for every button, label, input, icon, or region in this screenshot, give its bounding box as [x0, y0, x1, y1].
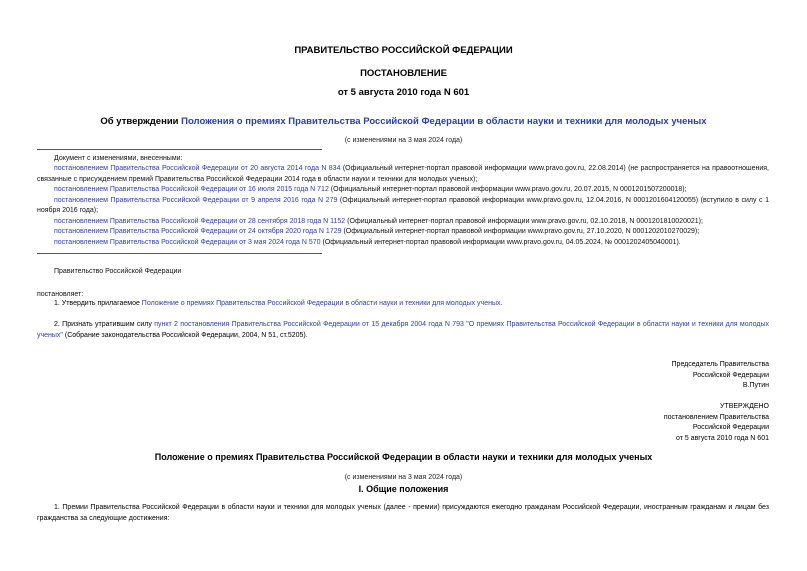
- title-link[interactable]: Положения о премиях Правительства Российской Федерации в области науки и техники для молодых ученых: [181, 116, 707, 127]
- change-link[interactable]: постановлением Правительства Российской Федерации от 9 апреля 2016 года N 279: [54, 196, 338, 204]
- approved-word: УТВЕРЖДЕНО: [719, 403, 769, 410]
- change-item: постановлением Правительства Российской Федерации от 3 мая 2024 года N 570 (Официальный интернет-портал правовой информации www.pravo.gov.ru, 04.05.2024, № 0001202405040001).: [54, 238, 681, 246]
- government-heading: ПРАВИТЕЛЬСТВО РОССИЙСКОЙ ФЕДЕРАЦИИ: [294, 45, 513, 56]
- divider-top: [37, 149, 322, 150]
- change-link[interactable]: постановлением Правительства Российской Федерации от 3 мая 2024 года N 570: [54, 238, 321, 246]
- approved-date: от 5 августа 2010 года N 601: [675, 434, 769, 442]
- change-link[interactable]: постановлением Правительства Российской Федерации от 16 июля 2015 года N 712: [54, 186, 329, 193]
- changes-list: [37, 164, 769, 248]
- divider-bottom: [37, 253, 322, 254]
- regulation-link[interactable]: Положение о премиях Правительства Российской Федерации в области науки и техники для молодых ученых: [141, 300, 501, 307]
- approved-block: [469, 402, 769, 444]
- regulation-paragraph-1: 1. Премии Правительства Российской Федерации в области науки и техники для молодых ученых (далее - премии) присуждаются ежегодно гражданам Российской Федерации, иностранным гражданам и лицам без гражданства за следующие достижения:: [37, 504, 769, 522]
- change-link[interactable]: постановлением Правительства Российской Федерации от 28 сентября 2018 года N 1152: [54, 217, 346, 225]
- section-1-heading: I. Общие положения: [358, 484, 449, 494]
- doc-type-heading: ПОСТАНОВЛЕНИЕ: [360, 68, 447, 79]
- title-prefix: Об утверждении: [100, 116, 182, 127]
- paragraph-1: 1. Утвердить прилагаемое Положение о премиях Правительства Российской Федерации в области науки и техники для молодых ученых.: [54, 300, 503, 307]
- paragraph-2: 2. Признать утратившим силу пункт 2 постановления Правительства Российской Федерации от 15 декабря 2004 года N 793 "О премиях Правительства Российской Федерации в области науки и техники для молодых ученых" (Собрание законодательства Российской Федерации, 2004, N 51, ст.5205).: [37, 321, 769, 339]
- change-item: постановлением Правительства Российской Федерации от 16 июля 2015 года N 712 (Официальный интернет-портал правовой информации www.pravo.gov.ru, 20.07.2015, N 0001201507200018);: [54, 186, 687, 193]
- change-link[interactable]: постановлением Правительства Российской Федерации от 24 октября 2020 года N 1729: [54, 228, 342, 235]
- repealed-link[interactable]: пункт 2 постановления Правительства Российской Федерации от 15 декабря 2004 года N 793 "О премиях Правительства Российской Федерации в области науки и техники для молодых ученых": [37, 321, 769, 339]
- signature-org: Российской Федерации: [692, 371, 769, 379]
- changes-intro: Документ с изменениями, внесенными:: [54, 155, 183, 162]
- signature-title: Председатель Правительства: [671, 361, 769, 368]
- date-number-heading: от 5 августа 2010 года N 601: [337, 87, 470, 98]
- decrees-word: постановляет:: [37, 291, 84, 298]
- change-link[interactable]: постановлением Правительства Российской Федерации от 20 августа 2014 года N 834: [54, 165, 341, 172]
- change-item: постановлением Правительства Российской Федерации от 20 августа 2014 года N 834 (Официальный интернет-портал правовой информации www.pravo.gov.ru, 22.08.2014) (не распространяется на правоотношения, связанные с присуждением премий Правительства Российской Федерации 2014 года в области науки и техники для молодых ученых);: [37, 165, 769, 183]
- amend-note: (с изменениями на 3 мая 2024 года): [344, 137, 463, 144]
- change-item: постановлением Правительства Российской Федерации от 28 сентября 2018 года N 1152 (Официальный интернет-портал правовой информации www.pravo.gov.ru, 02.10.2018, N 0001201810020021);: [54, 217, 703, 225]
- change-item: постановлением Правительства Российской Федерации от 24 октября 2020 года N 1729 (Официальный интернет-портал правовой информации www.pravo.gov.ru, 27.10.2020, N 0001202010270029);: [54, 228, 700, 235]
- regulation-amend-note: (с изменениями на 3 мая 2024 года): [344, 474, 463, 481]
- approved-org: Российской Федерации: [692, 424, 769, 431]
- approved-by: постановлением Правительства: [663, 413, 769, 421]
- document-title: [0, 116, 807, 127]
- signature-block: [469, 360, 769, 392]
- change-item: постановлением Правительства Российской Федерации от 9 апреля 2016 года N 279 (Официальный интернет-портал правовой информации www.pravo.gov.ru, 12.04.2016, N 0001201604120055) (вступило в силу с 1 ноября 2016 года);: [37, 196, 769, 214]
- government-line: Правительство Российской Федерации: [54, 268, 182, 275]
- regulation-title: Положение о премиях Правительства Российской Федерации в области науки и техники для молодых ученых: [154, 452, 653, 462]
- signature-name: В.Путин: [742, 382, 769, 389]
